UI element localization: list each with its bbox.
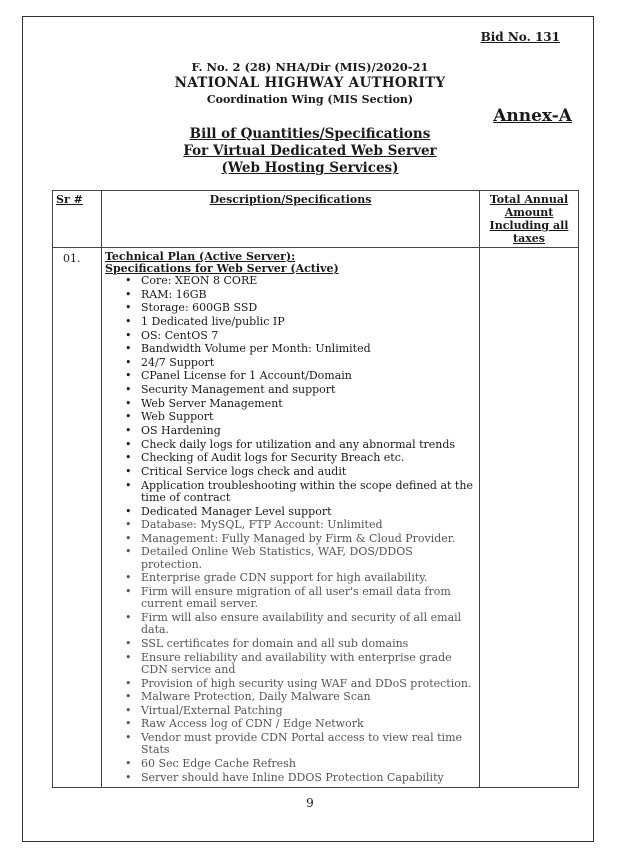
specifications-table xyxy=(52,190,579,788)
list-item: • Server should have Inline DDOS Protection Capability xyxy=(141,772,475,784)
list-item: • Application troubleshooting within the scope defined at the time of contract xyxy=(141,480,475,505)
list-item: • Raw Access log of CDN / Edge Network xyxy=(141,718,475,730)
row-sr-number: 01. xyxy=(53,248,102,788)
list-item: • Storage: 600GB SSD xyxy=(141,302,475,314)
list-item: • RAM: 16GB xyxy=(141,289,475,301)
list-item: • Web Server Management xyxy=(141,398,475,410)
list-item: • Checking of Audit logs for Security Breach etc. xyxy=(141,452,475,464)
row-amount xyxy=(480,248,579,788)
list-item: • 24/7 Support xyxy=(141,357,475,369)
header-description: Description/Specifications xyxy=(102,191,480,248)
list-item: • 1 Dedicated live/public IP xyxy=(141,316,475,328)
list-item: • Security Management and support xyxy=(141,384,475,396)
spec-list xyxy=(105,275,475,784)
list-item: • Virtual/External Patching xyxy=(141,705,475,717)
list-item: • Firm will also ensure availability and security of all email data. xyxy=(141,612,475,637)
list-item: • Ensure reliability and availability with enterprise grade CDN service and xyxy=(141,652,475,677)
row-description xyxy=(102,248,480,788)
list-item: • Malware Protection, Daily Malware Scan xyxy=(141,691,475,703)
list-item: • OS Hardening xyxy=(141,425,475,437)
table-row xyxy=(53,248,579,788)
document-title xyxy=(0,126,620,177)
header-amount: Total Annual Amount Including all taxes xyxy=(480,191,579,248)
title-line-1: Bill of Quantities/Specifications xyxy=(189,126,431,142)
list-item: • Database: MySQL, FTP Account: Unlimited xyxy=(141,519,475,531)
list-item: • Critical Service logs check and audit xyxy=(141,466,475,478)
title-line-2: For Virtual Dedicated Web Server xyxy=(183,143,437,159)
document-header xyxy=(0,60,620,106)
list-item: • SSL certificates for domain and all sub domains xyxy=(141,638,475,650)
header-sr: Sr # xyxy=(53,191,102,248)
list-item: • Vendor must provide CDN Portal access to view real time Stats xyxy=(141,732,475,757)
list-item: • Enterprise grade CDN support for high availability. xyxy=(141,572,475,584)
page-number: 9 xyxy=(306,796,314,810)
list-item: • Web Support xyxy=(141,411,475,423)
bid-number: Bid No. 131 xyxy=(480,30,560,44)
file-number: F. No. 2 (28) NHA/Dir (MIS)/2020-21 xyxy=(191,60,429,74)
list-item: • Provision of high security using WAF and DDoS protection. xyxy=(141,678,475,690)
list-item: • Detailed Online Web Statistics, WAF, DOS/DDOS protection. xyxy=(141,546,475,571)
wing-name: Coordination Wing (MIS Section) xyxy=(206,93,414,106)
list-item: • 60 Sec Edge Cache Refresh xyxy=(141,758,475,770)
authority-name: NATIONAL HIGHWAY AUTHORITY xyxy=(174,75,446,91)
plan-title: Technical Plan (Active Server): xyxy=(105,250,296,263)
annex-label: Annex-A xyxy=(493,106,572,126)
list-item: • Dedicated Manager Level support xyxy=(141,506,475,518)
list-item: • Management: Fully Managed by Firm & Cloud Provider. xyxy=(141,533,475,545)
list-item: • OS: CentOS 7 xyxy=(141,330,475,342)
list-item: • Firm will ensure migration of all user's email data from current email server. xyxy=(141,586,475,611)
list-item: • Core: XEON 8 CORE xyxy=(141,275,475,287)
title-line-3: (Web Hosting Services) xyxy=(221,160,399,176)
spec-title: Specifications for Web Server (Active) xyxy=(105,262,339,275)
list-item: • Bandwidth Volume per Month: Unlimited xyxy=(141,343,475,355)
table-header-row xyxy=(53,191,579,248)
list-item: • Check daily logs for utilization and any abnormal trends xyxy=(141,439,475,451)
list-item: • CPanel License for 1 Account/Domain xyxy=(141,370,475,382)
